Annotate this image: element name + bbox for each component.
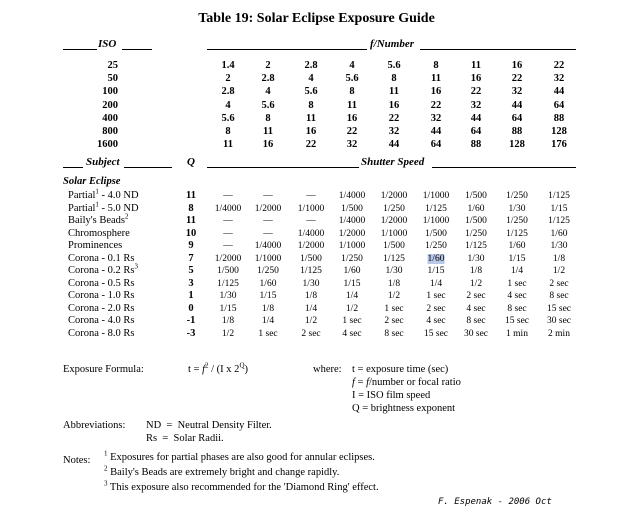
shutter-speed-cell: 8 sec [549,291,569,301]
fnumber-cell: 88 [553,112,565,124]
subject-name [68,303,135,314]
fnumber-cell: 22 [388,112,400,124]
fnumber-cell: 32 [388,126,400,137]
fnumber-cell: 32 [470,99,482,111]
shutter-speed-cell: 1/15 [343,278,361,289]
shutter-speed-cell: — [263,228,273,239]
note-3-number: 3 [104,479,108,488]
fnumber-cell: 16 [470,73,482,85]
fnumber-cell: 4 [308,73,314,85]
fnumber-cell: 2.8 [261,73,275,85]
fnumber-cell: 5.6 [387,60,401,71]
shutter-speed-cell: 1/4000 [214,203,242,214]
shutter-speed-cell: 1/30 [219,291,237,301]
shutter-speed-cell: 1/125 [217,278,239,289]
shutter-speed-cell: 1/30 [385,266,403,276]
subject-label: Corona - 8.0 Rs [68,327,135,339]
fnumber-cell: 44 [470,112,482,124]
fnumber-cell: 8 [308,99,314,111]
author-signature: F. Espenak - 2006 Oct [438,497,552,507]
shutter-speed-cell: — [223,241,233,251]
shutter-speed-cell: 1 sec [258,328,278,339]
subject-name [68,253,135,264]
shutter-speed-cell: — [263,216,273,226]
fnumber-cell: 11 [471,60,481,71]
fnumber-cell: 8 [225,126,231,137]
fnumber-cell: 22 [346,126,358,137]
q-value: 3 [188,277,194,289]
subject-header-rule-left [63,167,83,168]
fnumber-cell: 44 [553,86,565,98]
fnumber-cell: 88 [511,126,523,137]
fnumber-cell: 5.6 [221,112,235,124]
shutter-speed-cell: 1/60 [259,278,277,289]
shutter-speed-cell: 2 min [548,328,570,339]
fnumber-cell: 16 [346,112,358,124]
shutter-speed-header: Shutter Speed [361,156,425,168]
shutter-speed-cell: 1/500 [465,191,487,201]
shutter-speed-cell: 1/60 [467,203,485,214]
subject-footnote-ref: 3 [134,262,138,271]
abbreviation-nd: ND = Neutral Density Filter. [146,420,272,431]
shutter-speed-cell: 1/2000 [380,191,408,201]
fnumber-cell: 32 [430,112,442,124]
subject-label: Corona - 2.0 Rs [68,302,135,314]
q-value: 11 [186,215,196,226]
shutter-speed-cell: 1/60 [343,266,361,276]
shutter-speed-cell: 1/250 [383,203,405,214]
shutter-speed-cell: 1/15 [219,303,237,314]
shutter-speed-cell: 15 sec [504,316,530,326]
note-1 [104,449,375,463]
shutter-speed-cell: 4 sec [342,328,362,339]
shutter-speed-cell: 1/250 [257,266,279,276]
subject-name [68,187,139,201]
shutter-speed-cell: 1/4000 [297,228,325,239]
subject-name [68,315,135,326]
subject-name [68,228,130,239]
fnumber-cell: 128 [509,139,525,151]
subject-name [68,212,129,226]
shutter-speed-cell: 1/60 [550,228,568,239]
shutter-speed-cell: 8 sec [507,303,527,314]
shutter-speed-cell: 1/1000 [297,203,325,214]
note-2 [104,464,340,478]
shutter-speed-cell: 15 sec [546,303,572,314]
shutter-speed-cell: 1/250 [465,228,487,239]
iso-value: 25 [107,60,118,71]
subject-label-suffix: - 4.0 ND [98,190,139,201]
q-value: 0 [188,302,194,314]
fnumber-cell: 11 [263,126,273,137]
fnumber-cell: 64 [511,112,523,124]
fnumber-cell: 5.6 [261,99,275,111]
fnumber-cell: 8 [349,86,355,98]
formula-exponent-q: Q [239,361,245,370]
subject-label: Partial [68,190,96,201]
shutter-speed-cell: 1/1000 [338,241,366,251]
shutter-speed-cell: 1/15 [508,253,526,264]
shutter-speed-cell: 1/500 [383,241,405,251]
shutter-speed-cell: 1/250 [425,241,447,251]
shutter-speed-cell: 1/2000 [214,253,242,264]
subject-name [68,240,122,251]
iso-header-rule-right [122,49,152,50]
shutter-speed-cell: 1/125 [548,216,570,226]
note-3 [104,479,379,493]
shutter-speed-cell: — [306,216,316,226]
fnumber-cell: 8 [265,112,271,124]
shutter-speed-cell: 8 sec [384,328,404,339]
shutter-speed-cell: 1/8 [469,266,483,276]
fnumber-cell: 8 [433,60,439,71]
shutter-speed-cell: 1/30 [508,203,526,214]
formula-def-f: f = f/number or focal ratio [352,377,461,388]
shutter-speed-cell: 1/15 [550,203,568,214]
shutter-speed-cell: 1/2 [221,328,235,339]
shutter-speed-cell: 1/2000 [297,241,325,251]
fnumber-cell: 11 [347,99,357,111]
iso-value: 50 [107,73,118,85]
subject-footnote-ref: 2 [125,212,129,221]
fnumber-cell: 32 [553,73,565,85]
shutter-speed-cell: 1/500 [300,253,322,264]
shutter-speed-cell: — [223,228,233,239]
iso-header: ISO [98,38,117,50]
shutter-speed-cell: 1/250 [506,191,528,201]
shutter-speed-cell: 1/2 [304,316,318,326]
fnumber-cell: 88 [470,139,482,151]
fnumber-cell: 2 [265,60,271,71]
shutter-speed-cell: 1/4000 [338,191,366,201]
subject-label-suffix: - 5.0 ND [98,202,139,214]
iso-value: 800 [102,126,118,137]
fnumber-cell: 32 [511,86,523,98]
fnumber-cell: 22 [305,139,317,151]
shutter-speed-cell: 1/500 [341,203,363,214]
formula-where: where: [313,364,342,375]
shutter-speed-cell: 1/2 [345,303,359,314]
subject-name [68,328,135,339]
subject-header-rule-right [124,167,172,168]
subject-header: Subject [86,156,120,168]
note-2-text: Baily's Beads are extremely bright and change rapidly. [107,467,340,478]
shutter-speed-cell: 1/500 [425,228,447,239]
fnumber-cell: 4 [225,99,231,111]
shutter-speed-cell: 1/15 [259,291,277,301]
fnumber-cell: 128 [551,126,567,137]
fnumber-cell: 5.6 [345,73,359,85]
section-title: Solar Eclipse [63,176,121,187]
shutter-speed-cell: 1/1000 [422,191,450,201]
abbreviations-label: Abbreviations: [63,420,126,431]
fnumber-cell: 64 [553,99,565,111]
q-value: 11 [186,190,196,201]
abbreviation-rs: Rs = Solar Radii. [146,433,224,444]
formula-exponent: 2 [205,361,209,370]
shutter-speed-cell: 15 sec [423,328,449,339]
shutter-speed-cell: 30 sec [463,328,489,339]
shutter-speed-cell: 2 sec [549,278,569,289]
shutter-speed-cell: 1/500 [217,266,239,276]
shutter-header-rule-left [207,167,359,168]
shutter-speed-cell: — [223,216,233,226]
shutter-speed-cell: 1/125 [300,266,322,276]
shutter-speed-cell: 1/4 [429,278,443,289]
subject-label: Partial [68,202,96,214]
shutter-speed-cell: 1/60 [508,241,526,251]
shutter-speed-cell: 1/8 [261,303,275,314]
fnumber-cell: 176 [551,139,567,151]
shutter-speed-cell: 1/4000 [338,216,366,226]
formula-def-i: I = ISO film speed [352,390,431,401]
shutter-speed-cell: — [263,191,273,201]
fnumber-cell: 22 [470,86,482,98]
q-value: 5 [188,265,194,276]
shutter-speed-cell: 1/15 [427,266,445,276]
shutter-speed-cell: 1/4 [304,303,318,314]
q-value: 1 [188,290,194,301]
shutter-speed-cell: 1 sec [384,303,404,314]
subject-label: Chromosphere [68,227,130,239]
note-3-text: This exposure also recommended for the 'Diamond Ring' effect. [107,482,379,493]
fnumber-header-rule-left [207,49,367,50]
shutter-speed-cell: 1/125 [548,191,570,201]
fnumber-cell: 11 [223,139,233,151]
fnumber-cell: 44 [511,99,523,111]
shutter-speed-cell: 1/1000 [380,228,408,239]
fnumber-cell: 8 [391,73,397,85]
iso-value: 400 [102,112,118,124]
shutter-header-rule-right [432,167,576,168]
formula-label: Exposure Formula: [63,364,144,375]
shutter-speed-cell: 8 sec [466,316,486,326]
subject-name [68,262,138,276]
fnumber-cell: 11 [306,112,316,124]
note-1-number: 1 [104,449,108,458]
fnumber-header-rule-right [420,49,576,50]
shutter-speed-cell: 1/250 [341,253,363,264]
fnumber-header: f/Number [370,38,414,50]
subject-label: Corona - 0.2 Rs [68,265,135,276]
fnumber-cell: 2.8 [221,86,235,98]
shutter-speed-cell: 1/8 [304,291,318,301]
shutter-speed-cell: 1/1000 [254,253,282,264]
shutter-speed-cell: 1/30 [302,278,320,289]
shutter-speed-cell: 1/4000 [254,241,282,251]
fnumber-cell: 4 [265,86,271,98]
notes-label: Notes: [63,455,91,466]
q-value: 10 [185,227,197,239]
subject-label: Corona - 4.0 Rs [68,315,135,326]
shutter-speed-cell: 1 min [506,328,528,339]
note-2-number: 2 [104,464,108,473]
shutter-speed-cell: 1/30 [550,241,568,251]
shutter-speed-cell: 1/1000 [422,216,450,226]
fnumber-cell: 16 [262,139,274,151]
formula-def-t: t = exposure time (sec) [352,364,449,375]
shutter-speed-cell: 1/4 [510,266,524,276]
page-title: Table 19: Solar Eclipse Exposure Guide [198,11,435,26]
fnumber-cell: 2 [225,73,231,85]
fnumber-cell: 44 [388,139,400,151]
shutter-speed-cell: 1/8 [552,253,566,264]
fnumber-cell: 22 [511,73,523,85]
shutter-speed-cell: 2 sec [426,303,446,314]
shutter-speed-cell: 4 sec [466,303,486,314]
shutter-speed-cell: 1/2000 [338,228,366,239]
shutter-speed-cell: 1/250 [506,216,528,226]
fnumber-cell: 16 [430,86,442,98]
subject-label: Baily's Beads [68,215,126,226]
shutter-speed-cell: 4 sec [426,316,446,326]
fnumber-cell: 1.4 [221,60,235,71]
fnumber-cell: 11 [389,86,399,98]
fnumber-cell: 22 [553,60,565,71]
shutter-speed-cell: 1/2 [387,291,401,301]
q-value: 7 [188,252,194,264]
shutter-speed-cell: 30 sec [546,316,572,326]
iso-header-rule-left [63,49,97,50]
fnumber-cell: 11 [431,73,441,85]
subject-name [68,290,135,301]
shutter-speed-cell: 1/4 [345,291,359,301]
shutter-speed-cell: 1/4 [261,316,275,326]
shutter-speed-cell: 2 sec [301,328,321,339]
shutter-speed-cell: 1/8 [221,316,235,326]
shutter-speed-cell: 1/8 [387,278,401,289]
shutter-speed-cell: 1/2 [552,266,566,276]
subject-label: Corona - 1.0 Rs [68,290,135,301]
fnumber-cell: 22 [430,99,442,111]
q-value: 8 [188,202,194,214]
text-selection-highlight: 1/60 [427,253,445,264]
fnumber-cell: 16 [511,60,523,71]
shutter-speed-cell: 1/125 [465,241,487,251]
shutter-speed-cell: 1/125 [506,228,528,239]
shutter-speed-cell: 1 sec [426,291,446,301]
subject-label: Prominences [68,240,123,251]
shutter-speed-cell: 1/2000 [380,216,408,226]
subject-name [68,278,135,289]
shutter-speed-cell: 1 sec [507,278,527,289]
shutter-speed-cell: 2 sec [466,291,486,301]
shutter-speed-cell: 1/500 [465,216,487,226]
formula-middle: / (I x 2 [208,364,240,375]
shutter-speed-cell: 1/30 [467,253,485,264]
formula-expression [188,361,248,375]
subject-footnote-ref: 1 [95,200,99,208]
iso-value: 1600 [97,139,118,151]
formula-def-q: Q = brightness exponent [352,403,456,414]
q-value: -1 [186,315,196,326]
shutter-speed-cell: — [223,191,233,201]
subject-label: Corona - 0.1 Rs [68,252,135,264]
fnumber-cell: 32 [346,139,358,151]
q-value: 9 [188,240,194,251]
fnumber-cell: 16 [388,99,400,111]
iso-value: 200 [102,99,118,111]
shutter-speed-cell: 1 sec [342,316,362,326]
subject-footnote-ref: 1 [95,187,99,196]
iso-value: 100 [102,86,118,98]
q-value: -3 [186,327,196,339]
shutter-speed-cell: 2 sec [384,316,404,326]
subject-label: Corona - 0.5 Rs [68,277,135,289]
fnumber-cell: 16 [305,126,317,137]
formula-suffix: ) [244,364,248,375]
shutter-speed-cell-highlighted [428,254,445,264]
q-header: Q [187,156,195,168]
fnumber-cell: 2.8 [304,60,318,71]
shutter-speed-cell: 1/2000 [254,203,282,214]
shutter-speed-cell: 1/125 [425,203,447,214]
note-1-text: Exposures for partial phases are also good for annular eclipses. [107,452,375,463]
shutter-speed-cell: — [306,191,316,201]
fnumber-cell: 64 [430,139,442,151]
fnumber-cell: 44 [430,126,442,137]
shutter-speed-cell: 1/2 [469,278,483,289]
shutter-speed-cell: 4 sec [507,291,527,301]
fnumber-cell: 5.6 [304,86,318,98]
fnumber-cell: 64 [470,126,482,137]
formula-prefix: t = f [188,364,206,375]
fnumber-cell: 4 [349,60,355,71]
shutter-speed-cell: 1/125 [383,253,405,264]
